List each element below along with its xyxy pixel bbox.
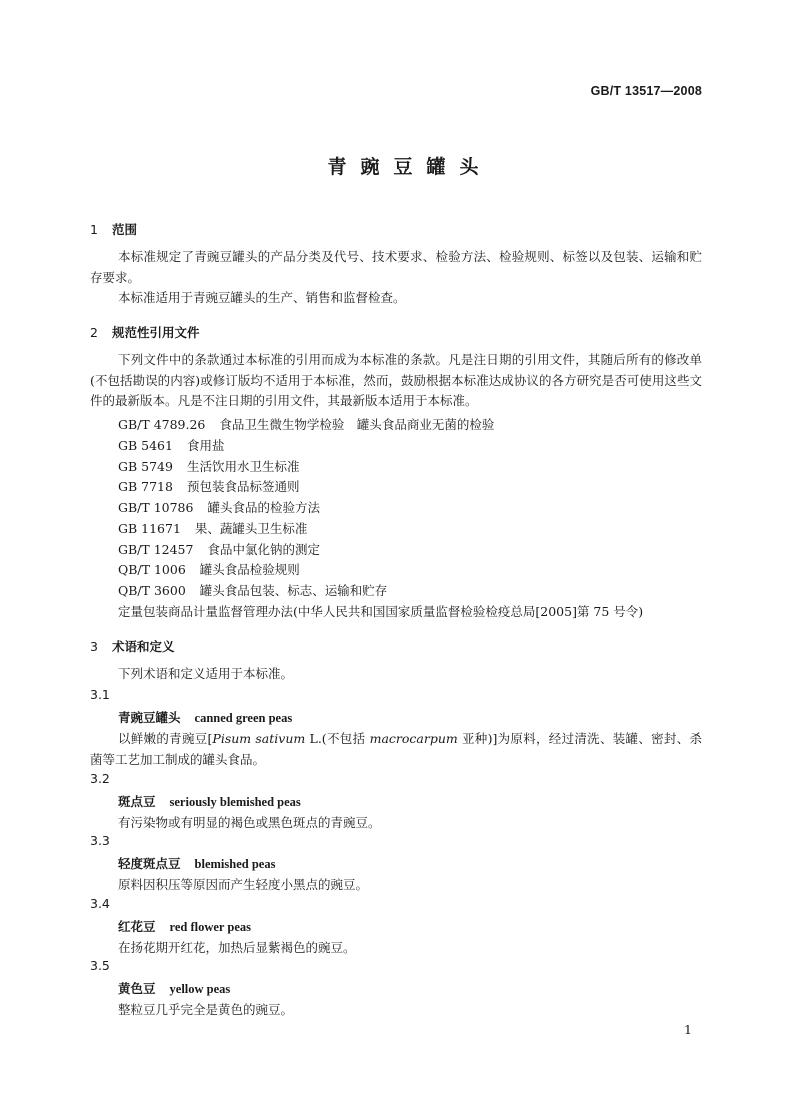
term-heading: 红花豆 red flower peas: [118, 919, 251, 934]
standard-code: GB/T 13517—2008: [590, 84, 702, 98]
section-heading-references: [90, 323, 200, 341]
paragraph: 下列术语和定义适用于本标准。: [118, 666, 294, 681]
term-number: 3.2: [90, 771, 110, 786]
reference-item: 定量包装商品计量监督管理办法(中华人民共和国国家质量监督检验检疫总局[2005]第 75 号令): [118, 604, 644, 619]
term-heading: 轻度斑点豆 blemished peas: [118, 856, 276, 871]
term-definition: 原料因积压等原因而产生轻度小黑点的豌豆。: [118, 877, 369, 892]
page-number: 1: [684, 1022, 692, 1037]
term-definition: 在扬花期开红花，加热后显紫褐色的豌豆。: [118, 940, 356, 955]
term-number: 3.5: [90, 958, 110, 973]
reference-item: QB/T 3600 罐头食品包装、标志、运输和贮存: [118, 583, 388, 598]
reference-item: GB/T 12457 食品中氯化钠的测定: [118, 542, 320, 557]
section-title: 范围: [112, 222, 138, 237]
section-heading-scope: [90, 220, 137, 238]
reference-item: GB 5461 食用盐: [118, 438, 225, 453]
document-title: 青豌豆罐头: [327, 156, 493, 178]
term-definition: 整粒豆几乎完全是黄色的豌豆。: [118, 1002, 294, 1017]
section-number: 3: [90, 639, 98, 654]
reference-item: GB 11671 果、蔬罐头卫生标准: [118, 521, 308, 536]
term-number: 3.3: [90, 833, 110, 848]
reference-item: GB 5749 生活饮用水卫生标准: [118, 459, 300, 474]
term-heading: 黄色豆 yellow peas: [118, 981, 231, 996]
section-title: 规范性引用文件: [112, 325, 200, 340]
paragraph: 本标准适用于青豌豆罐头的生产、销售和监督检查。: [118, 290, 406, 305]
term-heading: 青豌豆罐头 canned green peas: [118, 710, 293, 725]
term-definition: 有污染物或有明显的褐色或黑色斑点的青豌豆。: [118, 815, 381, 830]
reference-item: QB/T 1006 罐头食品检验规则: [118, 562, 300, 577]
term-definition: 以鲜嫩的青豌豆[Pisum sativum L.(不包括 macrocarpum 亚种)]为原料，经过清洗、装罐、密封、杀菌等工艺加工制成的罐头食品。: [90, 731, 702, 767]
section-heading-terms: [90, 637, 175, 655]
section-title: 术语和定义: [112, 639, 175, 654]
term-number: 3.4: [90, 896, 110, 911]
section-number: 1: [90, 222, 98, 237]
term-heading: 斑点豆 seriously blemished peas: [118, 794, 301, 809]
paragraph: 下列文件中的条款通过本标准的引用而成为本标准的条款。凡是注日期的引用文件，其随后所有的修改单(不包括勘误的内容)或修订版均不适用于本标准，然而，鼓励根据本标准达成协议的各方研究是否可使用这些文件的最新版本。凡是不注日期的引用文件，其最新版本适用于本标准。: [90, 352, 702, 408]
reference-item: GB/T 10786 罐头食品的检验方法: [118, 500, 320, 515]
section-number: 2: [90, 325, 98, 340]
reference-item: GB 7718 预包装食品标签通则: [118, 479, 300, 494]
term-number: 3.1: [90, 687, 110, 702]
reference-item: GB/T 4789.26 食品卫生微生物学检验 罐头食品商业无菌的检验: [118, 417, 495, 432]
paragraph: 本标准规定了青豌豆罐头的产品分类及代号、技术要求、检验方法、检验规则、标签以及包装、运输和贮存要求。: [90, 249, 702, 285]
